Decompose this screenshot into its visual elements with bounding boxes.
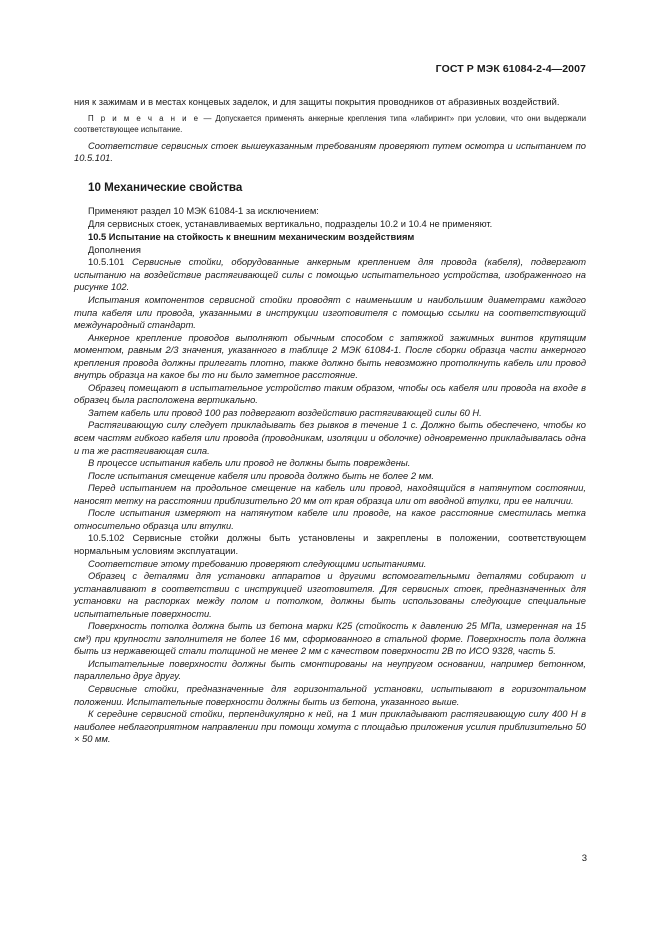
paragraph: Дополнения	[88, 244, 141, 255]
paragraph: Затем кабель или провод 100 раз подвергают воздействию растягивающей силы 60 Н.	[88, 407, 482, 418]
paragraph: Для сервисных стоек, устанавливаемых вертикально, подразделы 10.2 и 10.4 не применяют.	[88, 218, 493, 229]
paragraph: Испытания компонентов сервисной стойки проводят с наименьшим и наибольшим диаметрами каждого типа кабеля или провода, указанными в инструкции изготовителя с помощью ссылки на соответствующий международный стандарт.	[74, 295, 586, 331]
note	[74, 113, 586, 135]
document-body	[74, 96, 586, 746]
paragraph: После испытания измеряют на натянутом кабеле или проводе, на какое расстояние сместилась метка относительно образца или втулки.	[74, 508, 586, 531]
paragraph: Соответствие сервисных стоек вышеуказанным требованиям проверяют путем осмотра и испытанием по 10.5.101.	[74, 140, 586, 164]
paragraph: Сервисные стойки, предназначенные для горизонтальной установки, испытывают в горизонтальном положении. Испытательные поверхности должны быть из бетона, указанного выше.	[74, 683, 586, 707]
subsection-heading: 10.5 Испытание на стойкость к внешним механическим воздействиям	[88, 232, 415, 243]
paragraph: К середине сервисной стойки, перпендикулярно к ней, на 1 мин прикладывают растягивающую силу 400 Н в наиболее неблагоприятном направлении при помощи хомута с площадью приложения усилия приблизительно 50 × 50 мм.	[74, 709, 586, 745]
paragraph: Образец помещают в испытательное устройство таким образом, чтобы ось кабеля или провода на входе в образец была расположена вертикально.	[74, 382, 586, 406]
clause-number: 10.5.101	[88, 257, 133, 268]
paragraph: После испытания смещение кабеля или провода должно быть не более 2 мм.	[88, 470, 435, 481]
paragraph: Образец с деталями для установки аппаратов и другими вспомогательными деталями собирают и устанавливают в соответствии с инструкцией изготовителя. Для сервисных стоек, предназначенных для установки на распорках между полом и потолком, должны быть использованы следующие специальные испытательные поверхности.	[74, 571, 586, 619]
page-header: ГОСТ Р МЭК 61084-2-4—2007	[435, 63, 586, 75]
paragraph: Поверхность потолка должна быть из бетона марки К25 (стойкость к давлению 25 МПа, измеренная на 15 см³) при крупности заполнителя не более 16 мм, сформованного в стальной форме. Поверхность пола должна быть из нержавеющей стали толщиной не менее 2 мм с качеством поверхности 2В по ИСО 9328, часть 5.	[74, 621, 586, 657]
note-label: П р и м е ч а н и е	[88, 113, 200, 123]
paragraph: Анкерное крепление проводов выполняют обычным способом с затяжкой зажимных винтов крутящим моментом, равным 2/3 значения, указанного в таблице 2 МЭК 61084-1. После сборки образца части анкерного крепления провода должны прилегать плотно, также должно быть невозможно протолкнуть кабель или провод внутрь образца на какое бы то ни было заметное расстояние.	[74, 332, 586, 381]
paragraph: Испытательные поверхности должны быть смонтированы на неупругом основании, например бетонном, параллельно друг другу.	[74, 658, 586, 682]
paragraph: Перед испытанием на продольное смещение на кабель или провод, находящийся в натянутом состоянии, наносят метку на расстоянии приблизительно 20 мм от края образца или от вводной втулки, при ее наличии.	[74, 483, 586, 506]
paragraph: 10.5.102 Сервисные стойки должны быть установлены и закреплены в положении, соответствующем нормальным условиям эксплуатации.	[74, 533, 586, 556]
paragraph: ния к зажимам и в местах концевых заделок, и для защиты покрытия проводников от абразивных воздействий.	[74, 97, 560, 107]
paragraph	[74, 256, 586, 294]
page-number: 3	[581, 853, 587, 864]
section-heading: 10 Механические свойства	[88, 180, 243, 194]
paragraph: Применяют раздел 10 МЭК 61084-1 за исключением:	[88, 206, 319, 217]
clause-text: Сервисные стойки, оборудованные анкерным креплением для провода (кабеля), подвергают испытанию на воздействие растягивающей силы с помощью испытательного устройства, изображенного на рисунке 102.	[74, 257, 586, 293]
paragraph: Растягивающую силу следует прикладывать без рывков в течение 1 с. Должно быть обеспечено, чтобы ко всем частям гибкого кабеля или провода (проводникам, изоляции и оболочке) одновременно прикладывалась одна и та же растягивающая сила.	[74, 420, 586, 456]
paragraph: В процессе испытания кабель или провод не должны быть повреждены.	[88, 458, 411, 469]
note-text: — Допускается применять анкерные крепления типа «лабиринт» при условии, что они выдержали соответствующее испытание.	[74, 113, 586, 134]
paragraph: Соответствие этому требованию проверяют следующими испытаниями.	[88, 558, 427, 569]
